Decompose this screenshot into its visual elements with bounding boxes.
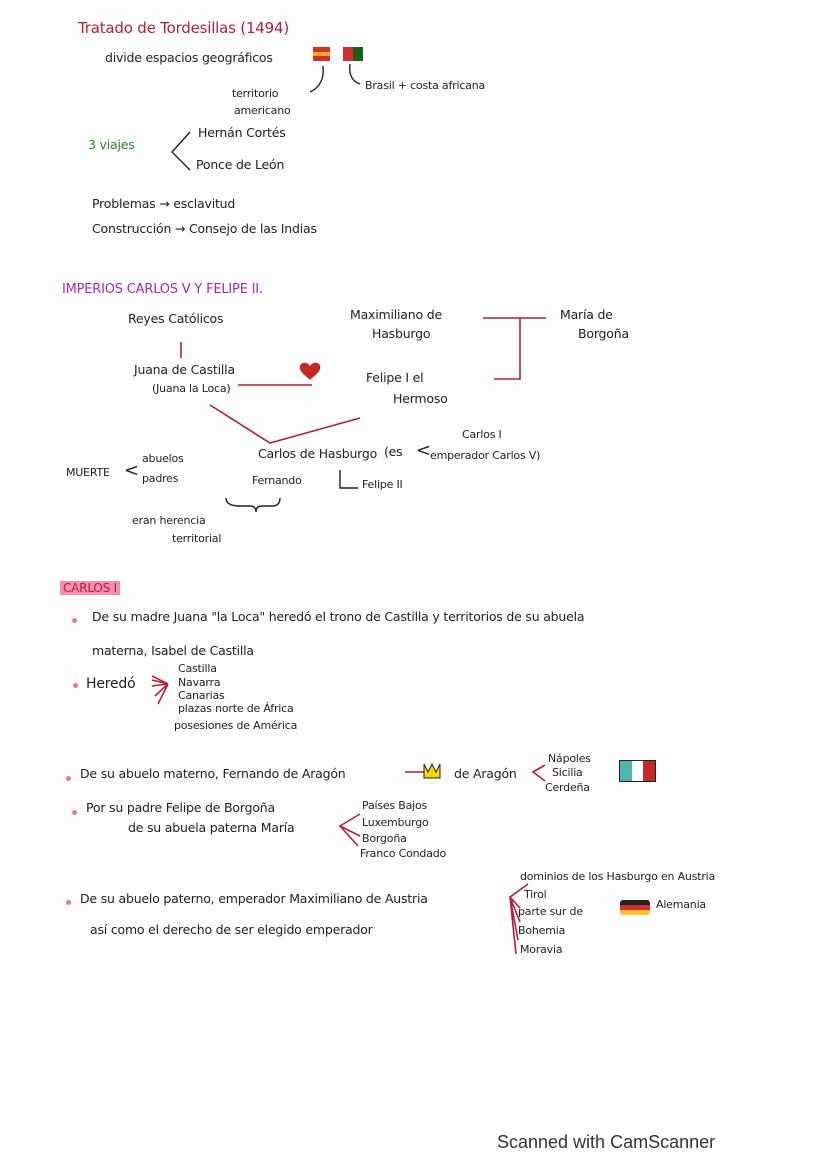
heredo-item: plazas norte de África <box>178 702 294 715</box>
heart-icon <box>300 363 321 380</box>
fernando-text: Fernando <box>252 474 302 487</box>
problemas-text: Problemas → esclavitud <box>92 196 236 211</box>
maria-line2: Borgoña <box>578 326 629 341</box>
b4-line1: Por su padre Felipe de Borgoña <box>86 800 275 815</box>
borgona-item: Luxemburgo <box>362 816 429 829</box>
construccion-text: Construcción → Consejo de las Indias <box>92 221 317 236</box>
spain-flag-icon <box>313 47 330 61</box>
austria-item: Moravia <box>520 943 563 956</box>
heredo-item: Castilla <box>178 662 217 675</box>
es-text: (es <box>384 444 403 459</box>
heredo-item: Canarias <box>178 689 225 702</box>
emperador-text: emperador Carlos V) <box>430 449 541 462</box>
felipe-ii-text: Felipe II <box>362 478 403 491</box>
viajes-label: 3 viajes <box>88 137 135 152</box>
b1-line2: materna, Isabel de Castilla <box>92 643 254 658</box>
reyes-catolicos: Reyes Católicos <box>128 311 224 326</box>
viaje-item: Ponce de León <box>196 157 285 172</box>
territorio-text: territorio <box>232 87 279 100</box>
camscanner-watermark: Scanned with CamScanner <box>497 1132 716 1152</box>
bracket-icon: < <box>416 440 431 461</box>
italy-flag-icon <box>619 760 656 782</box>
borgona-item: Franco Condado <box>360 847 447 860</box>
section-title-carlos-i: CARLOS I <box>60 581 120 595</box>
herencia-line2: territorial <box>172 532 222 545</box>
section-title-imperios: IMPERIOS CARLOS V Y FELIPE II. <box>62 282 263 297</box>
bullet-icon <box>73 683 78 688</box>
felipe-line2: Hermoso <box>393 391 448 406</box>
americano-text: americano <box>234 104 291 117</box>
b3-aragon: de Aragón <box>454 766 517 781</box>
austria-item: Tirol <box>524 888 547 901</box>
b1-line1: De su madre Juana "la Loca" heredó el trono de Castilla y territorios de su abuela <box>92 609 585 624</box>
b5-line2: así como el derecho de ser elegido emperador <box>90 922 373 937</box>
bullet-icon <box>66 776 71 781</box>
portugal-territory-text: Brasil + costa africana <box>365 79 486 92</box>
crown-icon <box>424 764 440 778</box>
austria-item: parte sur de <box>518 905 583 918</box>
aragon-item: Sicilia <box>552 766 583 779</box>
aragon-item: Cerdeña <box>545 781 590 794</box>
divide-text: divide espacios geográficos <box>105 50 273 65</box>
germany-flag-icon <box>620 900 650 915</box>
bullet-icon <box>72 618 77 623</box>
borgona-item: Borgoña <box>362 832 407 845</box>
muerte-text: MUERTE <box>66 466 110 479</box>
portugal-flag-icon <box>343 47 363 61</box>
austria-item: dominios de los Hasburgo en Austria <box>520 870 716 883</box>
viaje-item: Hernán Cortés <box>198 125 286 140</box>
maximiliano-line2: Hasburgo <box>372 326 431 341</box>
b4-line2: de su abuela paterna María <box>128 820 295 835</box>
carlos-hasburgo: Carlos de Hasburgo <box>258 446 378 461</box>
maximiliano-line1: Maximiliano de <box>350 307 442 322</box>
b5-line1: De su abuelo paterno, emperador Maximiliano de Austria <box>80 891 428 906</box>
abuelos-text: abuelos <box>142 452 184 465</box>
heredo-item: posesiones de América <box>174 719 298 732</box>
bracket-icon: < <box>124 460 139 481</box>
heredo-item: Navarra <box>178 676 221 689</box>
felipe-line1: Felipe I el <box>366 370 424 385</box>
austria-item: Bohemia <box>518 924 566 937</box>
maria-line1: María de <box>560 307 613 322</box>
herencia-line1: eran herencia <box>132 514 206 527</box>
alemania-text: Alemania <box>656 898 706 911</box>
heredo-label: Heredó <box>86 676 136 692</box>
juana-line2: (Juana la Loca) <box>152 382 231 395</box>
carlos-i-text: Carlos I <box>462 428 502 441</box>
bullet-icon <box>72 810 77 815</box>
b3-text: De su abuelo materno, Fernando de Aragón <box>80 766 346 781</box>
padres-text: padres <box>142 472 179 485</box>
aragon-item: Nápoles <box>548 752 591 765</box>
bullet-icon <box>66 900 71 905</box>
borgona-item: Países Bajos <box>362 799 428 812</box>
section-title-tordesillas: Tratado de Tordesillas (1494) <box>78 19 289 37</box>
juana-line1: Juana de Castilla <box>134 362 235 377</box>
